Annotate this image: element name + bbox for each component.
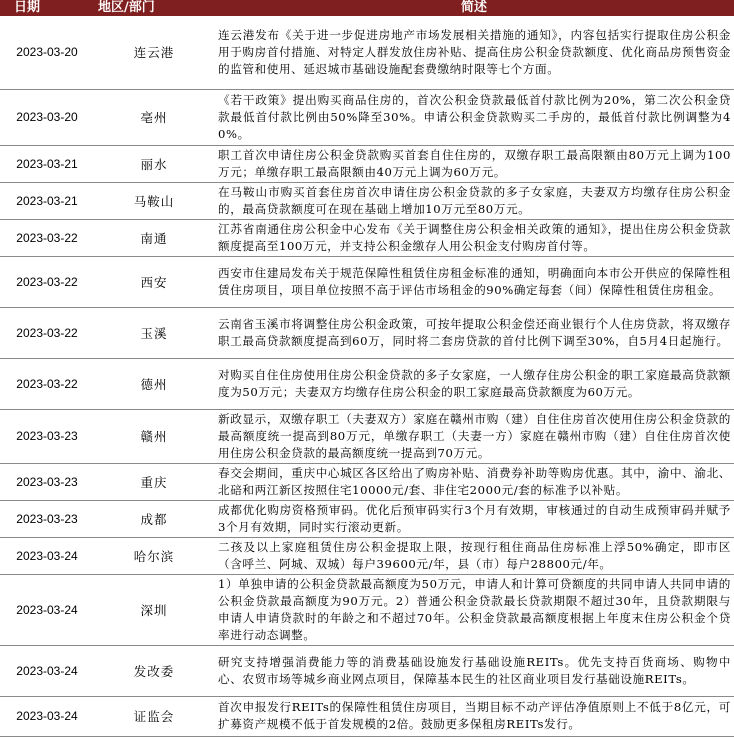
row-region: 连云港 bbox=[94, 16, 214, 89]
row-description: 1）单独申请的公积金贷款最高额度为50万元，申请人和计算可贷额度的共同申请人共同申请的公积金贷款最高额度为90万元。2）普通公积金贷款最长贷款期限不超过30年，且贷款期限与申请人申请贷款时的年龄之和不超过70年。公积金贷款最高额度根据上年度末住房公积金个贷率进行动态调整。 bbox=[214, 574, 734, 645]
row-date: 2023-03-24 bbox=[0, 537, 94, 574]
table-row bbox=[0, 307, 734, 358]
row-description: 春交会期间，重庆中心城区各区给出了购房补贴、消费券补助等购房优惠。其中，渝中、渝北、北碚和两江新区按照住宅10000元/套、非住宅2000元/套的标准予以补贴。 bbox=[214, 463, 734, 500]
row-region: 成都 bbox=[94, 500, 214, 537]
row-description: 研究支持增强消费能力等的消费基础设施发行基础设施REITs。优先支持百货商场、购物中心、农贸市场等城乡商业网点项目，保障基本民生的社区商业项目发行基础设施REITs。 bbox=[214, 645, 734, 696]
row-description: 新政显示，双缴存职工（夫妻双方）家庭在赣州市购（建）自住住房首次使用住房公积金贷款的最高额度统一提高到80万元，单缴存职工（夫妻一方）家庭在赣州市购（建）自住住房首次使用住房公积金贷款的最高额度统一提高到70万元。 bbox=[214, 409, 734, 463]
row-description: 在马鞍山市购买首套住房首次申请住房公积金贷款的多子女家庭，夫妻双方均缴存住房公积金的，最高贷款额度可在现在基础上增加10万元至80万元。 bbox=[214, 182, 734, 219]
header-region: 地区/部门 bbox=[94, 0, 214, 16]
row-region: 哈尔滨 bbox=[94, 537, 214, 574]
row-date: 2023-03-22 bbox=[0, 307, 94, 358]
row-region: 西安 bbox=[94, 256, 214, 307]
table-row bbox=[0, 256, 734, 307]
header-description: 简述 bbox=[214, 0, 734, 16]
row-region: 重庆 bbox=[94, 463, 214, 500]
row-date: 2023-03-23 bbox=[0, 500, 94, 537]
row-date: 2023-03-22 bbox=[0, 256, 94, 307]
table-row bbox=[0, 574, 734, 645]
row-date: 2023-03-22 bbox=[0, 358, 94, 409]
row-region: 发改委 bbox=[94, 645, 214, 696]
row-date: 2023-03-21 bbox=[0, 182, 94, 219]
row-description: 对购买自住住房使用住房公积金贷款的多子女家庭，一人缴存住房公积金的职工家庭最高贷款额度为50万元；夫妻双方均缴存住房公积金的职工家庭最高贷款额度为60万元。 bbox=[214, 358, 734, 409]
header-date: 日期 bbox=[0, 0, 94, 16]
table-row bbox=[0, 537, 734, 574]
table-row bbox=[0, 89, 734, 145]
table-row bbox=[0, 409, 734, 463]
row-date: 2023-03-21 bbox=[0, 145, 94, 182]
table-row bbox=[0, 645, 734, 696]
row-date: 2023-03-23 bbox=[0, 463, 94, 500]
row-date: 2023-03-20 bbox=[0, 89, 94, 145]
table-row bbox=[0, 16, 734, 89]
table-row bbox=[0, 500, 734, 537]
row-region: 马鞍山 bbox=[94, 182, 214, 219]
row-date: 2023-03-24 bbox=[0, 696, 94, 736]
row-date: 2023-03-24 bbox=[0, 645, 94, 696]
row-region: 亳州 bbox=[94, 89, 214, 145]
table-body bbox=[0, 16, 734, 736]
row-description: 二孩及以上家庭租赁住房公积金提取上限，按现行租住商品住房标准上浮50%确定，即市区（含呼兰、阿城、双城）每户39600元/年，县（市）每户28800元/年。 bbox=[214, 537, 734, 574]
table-row bbox=[0, 358, 734, 409]
row-region: 赣州 bbox=[94, 409, 214, 463]
row-date: 2023-03-22 bbox=[0, 219, 94, 256]
row-description: 职工首次申请住房公积金贷款购买首套自住住房的，双缴存职工最高限额由80万元上调为100万元；单缴存职工最高限额由40万元上调为60万元。 bbox=[214, 145, 734, 182]
row-region: 丽水 bbox=[94, 145, 214, 182]
row-region: 德州 bbox=[94, 358, 214, 409]
row-description: 首次申报发行REITs的保障性租赁住房项目，当期目标不动产评估净值原则上不低于8亿元，可扩募资产规模不低于首发规模的2倍。鼓励更多保租房REITs发行。 bbox=[214, 696, 734, 736]
row-description: 江苏省南通住房公积金中心发布《关于调整住房公积金相关政策的通知》，提出住房公积金贷款额度提高至100万元，并支持公积金缴存人用公积金支付购房首付等。 bbox=[214, 219, 734, 256]
row-description: 《若干政策》提出购买商品住房的，首次公积金贷款最低首付款比例为20%，第二次公积金贷款最低首付款比例由50%降至30%。申请公积金贷款购买二手房的，最低首付款比例调整为40%。 bbox=[214, 89, 734, 145]
row-region: 深圳 bbox=[94, 574, 214, 645]
row-description: 云南省玉溪市将调整住房公积金政策，可按年提取公积金偿还商业银行个人住房贷款，将双缴存职工最高贷款额度提高到60万，同时将二套房贷款的首付比例下调至30%，自5月4日起施行。 bbox=[214, 307, 734, 358]
row-region: 南通 bbox=[94, 219, 214, 256]
table-row bbox=[0, 696, 734, 736]
row-date: 2023-03-23 bbox=[0, 409, 94, 463]
row-description: 西安市住建局发布关于规范保障性租赁住房租金标准的通知，明确面向本市公开供应的保障性租赁住房项目，项目单位按照不高于评估市场租金的90%确定每套（间）保障性租赁住房租金。 bbox=[214, 256, 734, 307]
row-region: 证监会 bbox=[94, 696, 214, 736]
table-row bbox=[0, 182, 734, 219]
row-region: 玉溪 bbox=[94, 307, 214, 358]
row-date: 2023-03-20 bbox=[0, 16, 94, 89]
table-header-row bbox=[0, 0, 734, 16]
row-description: 连云港发布《关于进一步促进房地产市场发展相关措施的通知》，内容包括实行提取住房公积金用于购房首付措施、对特定人群发放住房补贴、提高住房公积金贷款额度、优化商品房预售资金的监管和使用、延迟城市基础设施配套费缴纳时限等七个方面。 bbox=[214, 16, 734, 89]
row-description: 成都优化购房资格预审码。优化后预审码实行3个月有效期，审核通过的自动生成预审码并赋予3个月有效期，同时实行滚动更新。 bbox=[214, 500, 734, 537]
table-row bbox=[0, 463, 734, 500]
table-row bbox=[0, 145, 734, 182]
row-date: 2023-03-24 bbox=[0, 574, 94, 645]
table-row bbox=[0, 219, 734, 256]
